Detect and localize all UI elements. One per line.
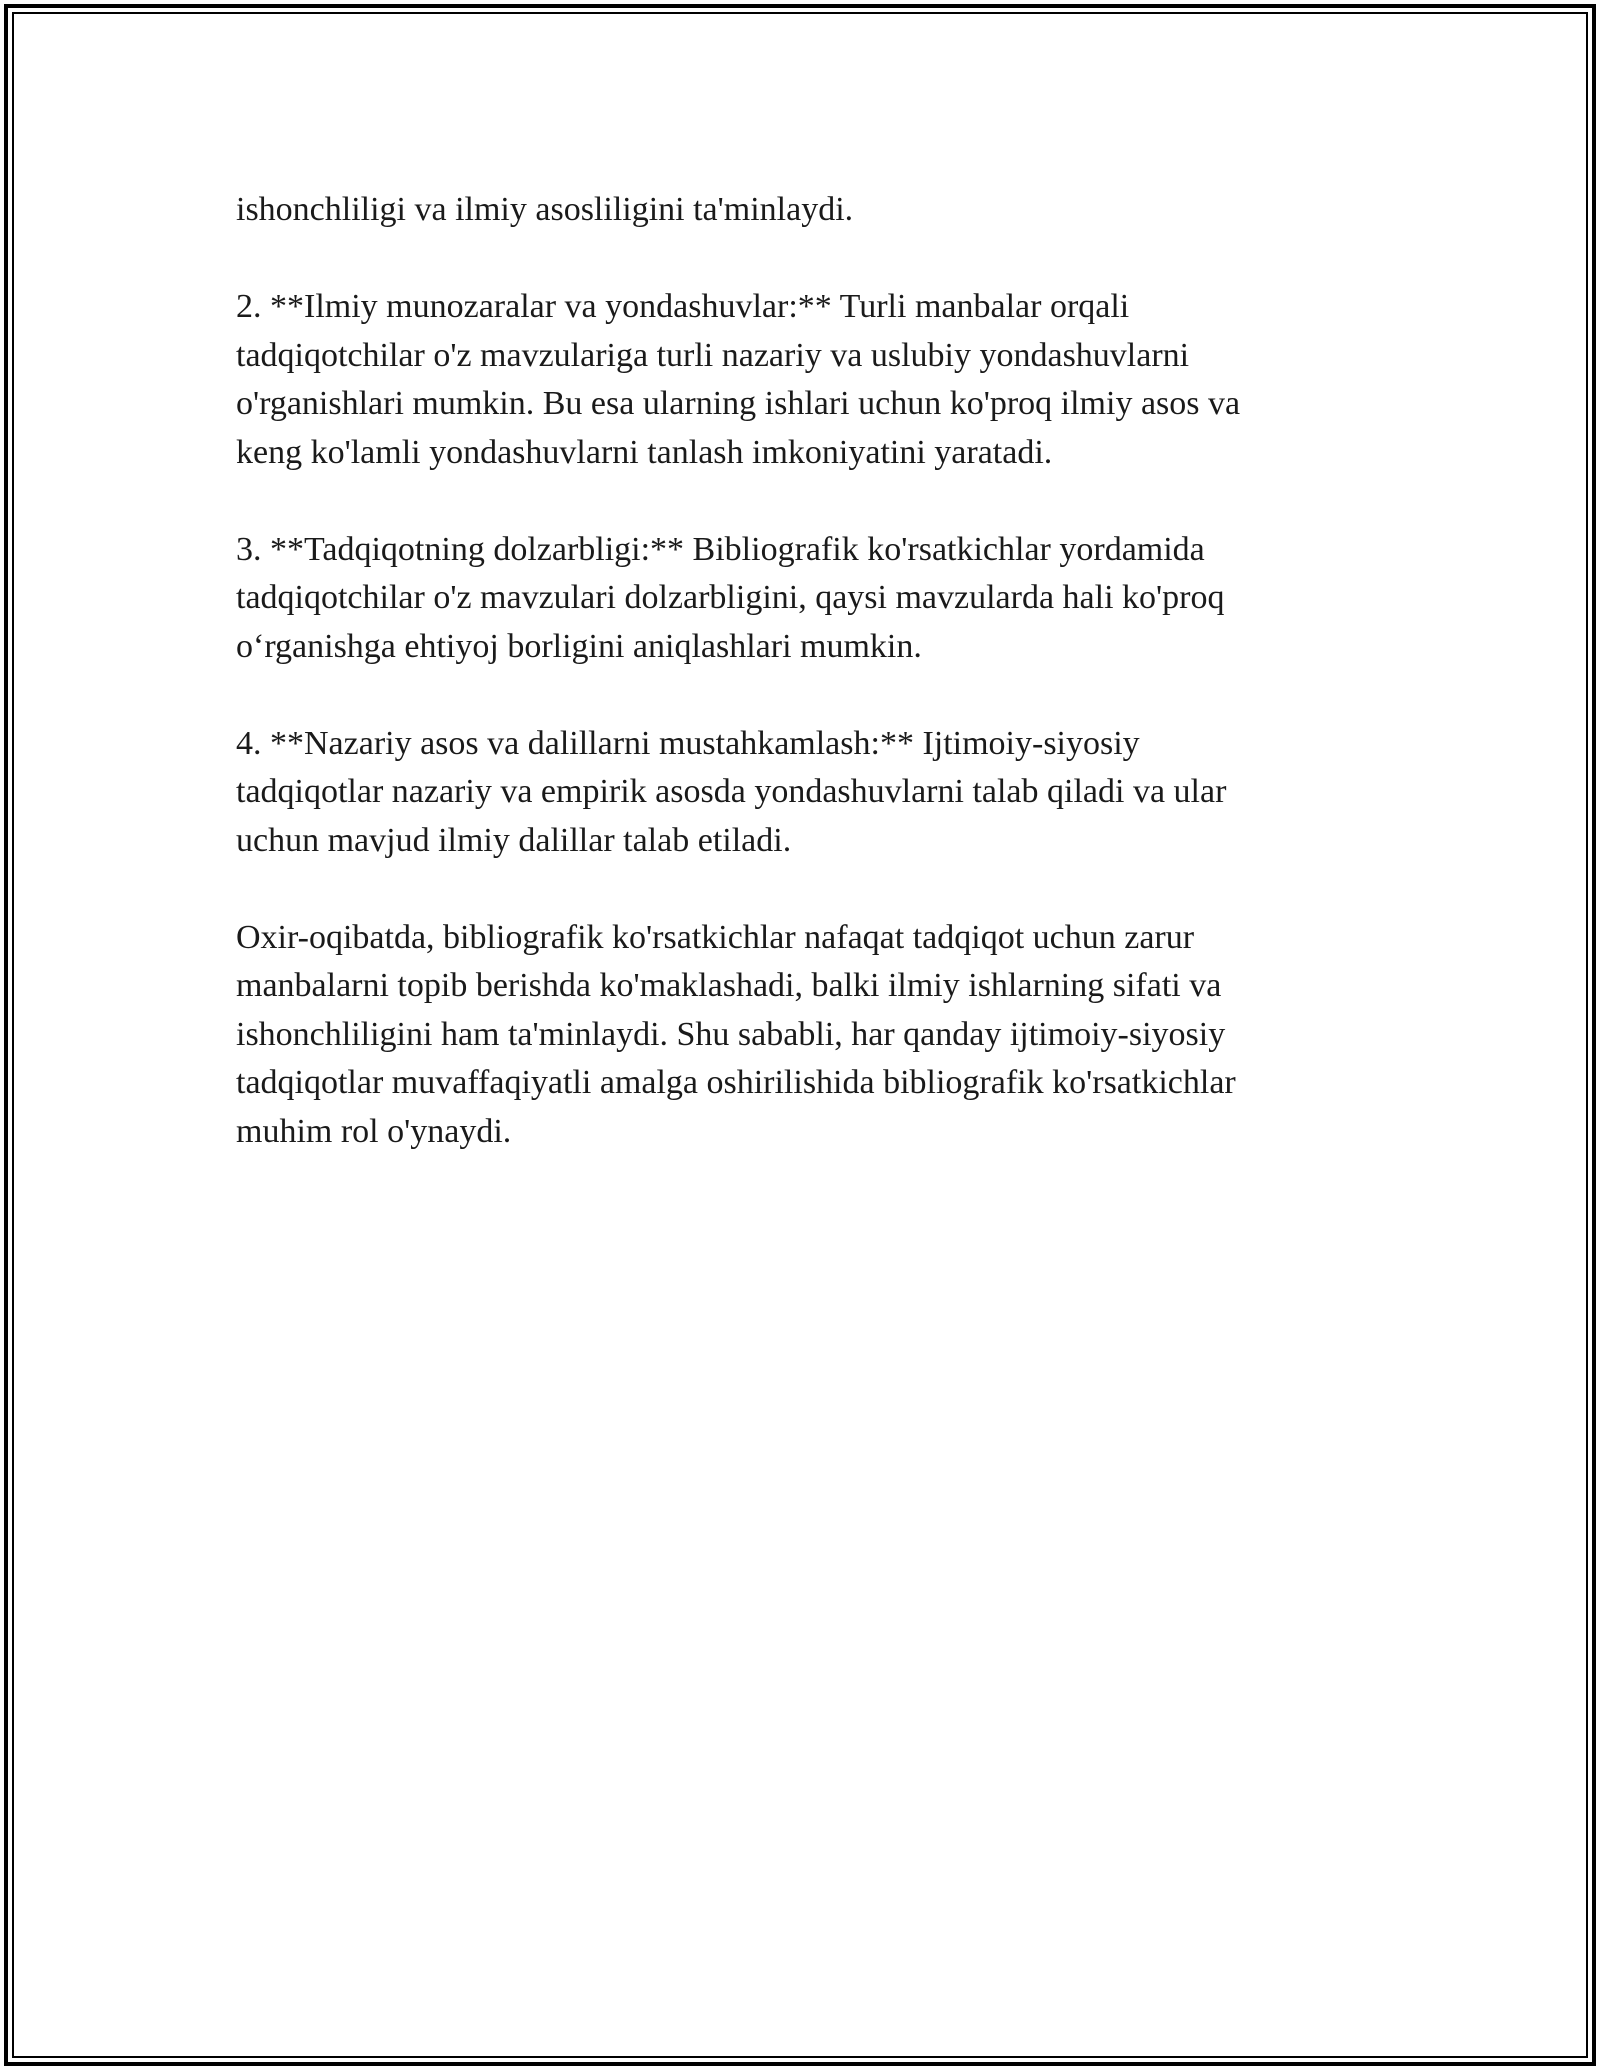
paragraph-item-4: 4. **Nazariy asos va dalillarni mustahkamlash:** Ijtimoiy-siyosiy tadqiqotlar nazariy va empirik asosda yondashuvlarni talab qiladi va ular uchun mavjud ilmiy dalillar talab etiladi.	[236, 724, 1227, 859]
paragraph-item-3: 3. **Tadqiqotning dolzarbligi:** Bibliografik ko'rsatkichlar yordamida tadqiqotchilar o'z mavzulari dolzarbligini, qaysi mavzularda hali ko'proq o‘rganishga ehtiyoj borligini aniqlashlari mumkin.	[236, 530, 1225, 665]
paragraph-conclusion: Oxir-oqibatda, bibliografik ko'rsatkichlar nafaqat tadqiqot uchun zarur manbalarni topib berishda ko'maklashadi, balki ilmiy ishlarning sifati va ishonchliligini ham ta'minlaydi. Shu sababli, har qanday ijtimoiy-siyosiy tadqiqotlar muvaffaqiyatli amalga oshirilishida bibliografik ko'rsatkichlar muhim rol o'ynaydi.	[236, 918, 1236, 1150]
document-body	[236, 186, 1366, 1205]
paragraph-item-2: 2. **Ilmiy munozaralar va yondashuvlar:** Turli manbalar orqali tadqiqotchilar o'z mavzulariga turli nazariy va uslubiy yondashuvlarni o'rganishlari mumkin. Bu esa ularning ishlari uchun ko'proq ilmiy asos va keng ko'lamli yondashuvlarni tanlash imkoniyatini yaratadi.	[236, 288, 1241, 471]
paragraph-continuation: ishonchliligi va ilmiy asosliligini ta'minlaydi.	[236, 191, 854, 228]
